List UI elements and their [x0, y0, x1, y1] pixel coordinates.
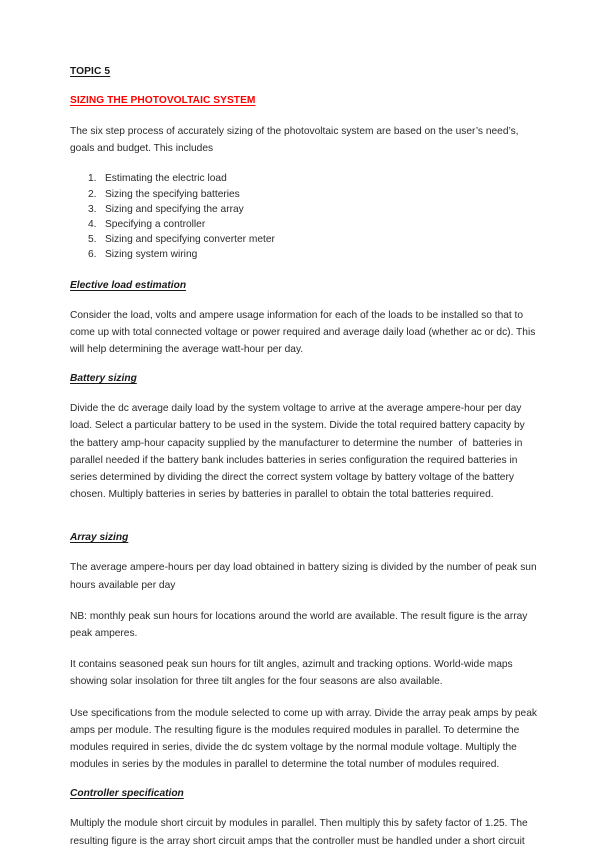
- list-item-number: 5.: [88, 234, 97, 246]
- list-item: [70, 232, 540, 247]
- section-heading-controller-specification: Controller specification: [70, 788, 184, 800]
- section-paragraph-array-sizing-1: The average ampere-hours per day load obtained in battery sizing is divided by the number of peak sun hours available per day: [70, 562, 540, 591]
- list-item-number: 4.: [88, 219, 97, 231]
- list-item-number: 2.: [88, 188, 97, 200]
- list-item-label: Sizing system wiring: [105, 249, 198, 261]
- section-heading-array-sizing: Array sizing: [70, 532, 129, 544]
- section-paragraph-array-sizing-4: Use specifications from the module selected to come up with array. Divide the array peak amps by peak amps per module. The resulting figure is the modules required modules in parallel. To determine the modules required in series, divide the dc system voltage by the normal module voltage. Multiply the modules in series by the modules in parallel to determine the total number of modules required.: [70, 707, 540, 771]
- list-item-label: Sizing and specifying converter meter: [105, 234, 275, 246]
- steps-list: [70, 171, 540, 262]
- document-body: [70, 65, 540, 850]
- section-paragraph-elective-load-estimation: Consider the load, volts and ampere usage information for each of the loads to be installed so that to come up with total connected voltage or power required and average daily load (whether ac or dc). This will help determining the average watt-hour per day.: [70, 309, 539, 356]
- list-item-label: Sizing the specifying batteries: [105, 188, 240, 200]
- topic-label: TOPIC 5: [70, 66, 111, 77]
- page-title: SIZING THE PHOTOVOLTAIC SYSTEM: [70, 94, 256, 106]
- list-item-label: Specifying a controller: [105, 219, 206, 231]
- list-item: [70, 217, 540, 232]
- list-item-label: Estimating the electric load: [105, 173, 227, 185]
- list-item-number: 3.: [88, 203, 97, 215]
- list-item-number: 6.: [88, 249, 97, 261]
- section-heading-battery-sizing: Battery sizing: [70, 373, 137, 385]
- list-item: [70, 202, 540, 217]
- list-item-number: 1.: [88, 173, 97, 185]
- section-paragraph-array-sizing-2: NB: monthly peak sun hours for locations around the world are available. The result figure is the array peak amperes.: [70, 610, 531, 640]
- list-item: [70, 187, 540, 202]
- section-paragraph-controller-specification: Multiply the module short circuit by modules in parallel. Then multiply this by safety factor of 1.25. The resulting figure is the array short circuit amps that the controller must be handled under a short circuit: [70, 818, 531, 847]
- list-item-label: Sizing and specifying the array: [105, 203, 244, 215]
- list-item: [70, 247, 540, 262]
- section-paragraph-battery-sizing: Divide the dc average daily load by the system voltage to arrive at the average ampere-hour per day load. Select a particular battery to be used in the system. Divide the total required battery capacity by the battery amp-hour capacity supplied by the manufacturer to determine the number of batteries in parallel needed if the battery bank includes batteries in series configuration the required batteries in series determined by dividing the direct the correct system voltage by battery voltage of the battery chosen. Multiply batteries in series by batteries in parallel to obtain the total batteries required.: [70, 403, 528, 501]
- intro-paragraph: The six step process of accurately sizing of the photovoltaic system are based on the user’s need’s, goals and budget. This includes: [70, 126, 522, 155]
- section-paragraph-array-sizing-3: It contains seasoned peak sun hours for tilt angles, azimult and tracking options. World-wide maps showing solar insolation for three tilt angles for the four seasons are also available.: [70, 659, 516, 688]
- section-heading-elective-load-estimation: Elective load estimation: [70, 279, 187, 291]
- list-item: [70, 171, 540, 186]
